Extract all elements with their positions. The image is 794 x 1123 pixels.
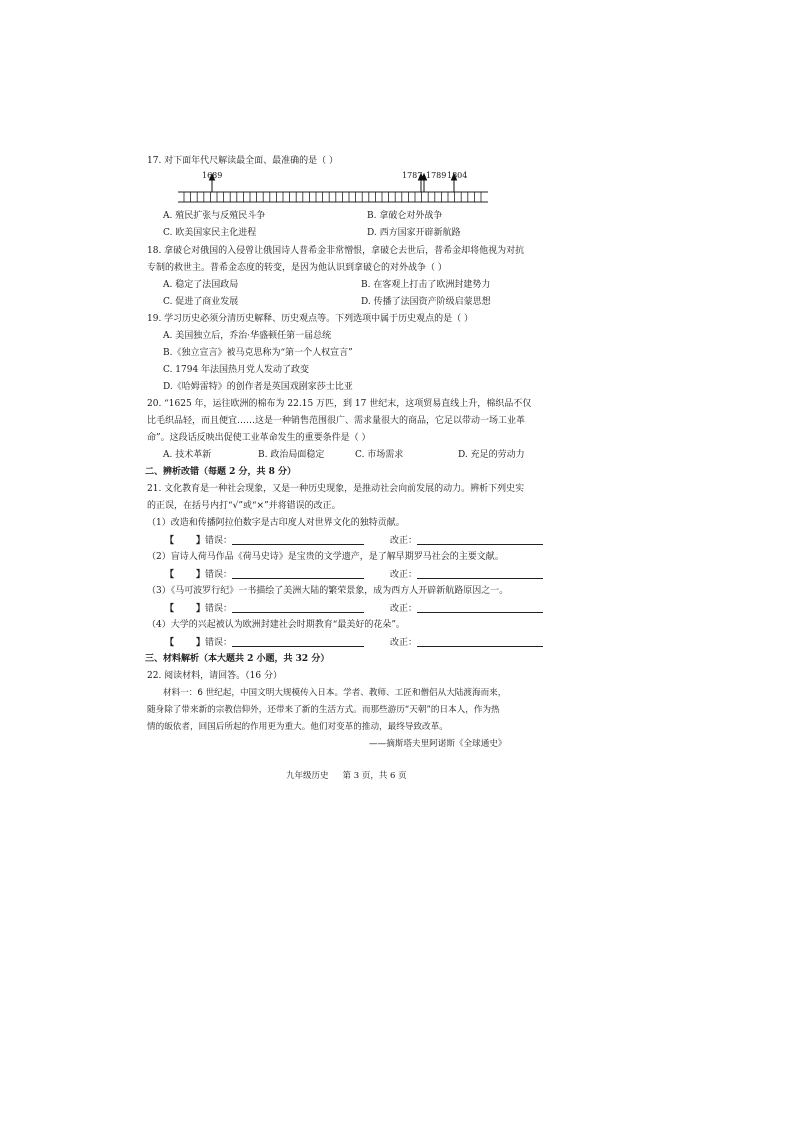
q21-stem-1: 21. 文化教育是一种社会现象，又是一种历史现象，是推动社会向前发展的动力。辨析下列史实 <box>147 484 525 494</box>
fix-label: 改正： <box>390 638 418 648</box>
fix-blank-3[interactable] <box>417 602 543 613</box>
q19-stem: 19. 学习历史必须分清历史解释、历史观点等。下列选项中属于历史观点的是（ ） <box>147 314 474 324</box>
timeline-label-1689: 1689 <box>202 171 223 180</box>
bracket-open: 【 <box>165 536 175 546</box>
fix-label: 改正： <box>390 604 418 614</box>
bracket-close: 】 <box>196 604 206 614</box>
q20-stem-3: 命”。这段话反映出促使工业革命发生的重要条件是（ ） <box>147 433 371 443</box>
q18-option-d: D. 传播了法国资产阶级启蒙思想 <box>361 297 491 307</box>
q21-item-4: （4）大学的兴起被认为欧洲封建社会时期教育“最美好的花朵”。 <box>147 620 405 630</box>
error-blank-3[interactable] <box>232 602 364 613</box>
q19-option-b: B.《独立宣言》被马克思称为“第一个人权宣言” <box>163 348 353 358</box>
material-1-source: ——摘斯塔夫里阿诺斯《全球通史》 <box>369 739 507 749</box>
bracket-close: 】 <box>196 570 206 580</box>
q21-answer-row-4 <box>165 636 543 649</box>
bracket-open: 【 <box>165 570 175 580</box>
bracket-open: 【 <box>165 638 175 648</box>
q19-option-a: A. 美国独立后，乔治·华盛顿任第一届总统 <box>163 331 332 341</box>
q21-stem-2: 的正误，在括号内打“√”或“×”并将错误的改正。 <box>147 501 341 511</box>
bracket-close: 】 <box>196 638 206 648</box>
material-1-line-3: 情的皈依者，回国后所起的作用更为重大。他们对变革的推动，最终导致改革。 <box>147 722 448 732</box>
bracket-open: 【 <box>165 604 175 614</box>
q21-item-2: （2）盲诗人荷马作品《荷马史诗》是宝贵的文学遗产，是了解早期罗马社会的主要文献。 <box>147 552 504 562</box>
error-blank-1[interactable] <box>232 534 364 545</box>
q21-answer-row-1 <box>165 534 543 547</box>
timeline-label-1787: 1787 <box>402 171 423 180</box>
error-label: 错误： <box>205 604 233 614</box>
error-blank-2[interactable] <box>232 568 364 579</box>
q22-stem: 22. 阅读材料，请回答。（16 分） <box>147 671 282 681</box>
q18-option-a: A. 稳定了法国政局 <box>163 280 239 290</box>
fix-blank-2[interactable] <box>417 568 543 579</box>
q17-option-b: B. 拿破仑对外战争 <box>367 211 443 221</box>
q20-option-a: A. 技术革新 <box>163 450 212 460</box>
q17-option-c: C. 欧美国家民主化进程 <box>163 228 257 238</box>
error-label: 错误： <box>205 638 233 648</box>
q19-option-c: C. 1794 年法国热月党人发动了政变 <box>163 365 310 375</box>
material-1-line-1: 材料一：6 世纪起，中国文明大规模传入日本。学者、教师、工匠和僧侣从大陆渡海而来， <box>163 688 507 698</box>
fix-label: 改正： <box>390 570 418 580</box>
section-3-heading: 三、材料解析（本大题共 2 小题，共 32 分） <box>145 654 330 664</box>
q19-option-d: D.《哈姆雷特》的创作者是英国戏剧家莎士比亚 <box>163 382 353 392</box>
q17-stem: 17. 对下面年代尺解读最全面、最准确的是（ ） <box>147 156 339 166</box>
q20-option-b: B. 政治局面稳定 <box>258 450 325 460</box>
timeline-ruler <box>178 170 490 209</box>
fix-blank-1[interactable] <box>417 534 543 545</box>
q17-option-d: D. 西方国家开辟新航路 <box>367 228 461 238</box>
q18-stem-1: 18. 拿破仑对俄国的入侵曾让俄国诗人普希金非常憎恨，拿破仑去世后，普希金却将他视为对抗 <box>147 246 525 256</box>
q17-option-a: A. 殖民扩张与反殖民斗争 <box>163 211 266 221</box>
material-1-line-2: 随身除了带来新的宗教信仰外，还带来了新的生活方式。而那些游历“天朝”的日本人，作为热 <box>147 705 500 715</box>
timeline-label-1789: 1789 <box>426 171 447 180</box>
page-footer <box>286 769 407 781</box>
fix-label: 改正： <box>390 536 418 546</box>
q21-answer-row-3 <box>165 602 543 615</box>
q20-stem-1: 20. “1625 年，运往欧洲的棉布为 22.15 万匹，到 17 世纪末，这项贸易直线上升，棉织品不仅 <box>147 399 532 409</box>
timeline-label-1804: 1804 <box>447 171 468 180</box>
footer-subject: 九年级历史 <box>286 771 329 781</box>
q18-option-b: B. 在客观上打击了欧洲封建势力 <box>361 280 491 290</box>
q21-answer-row-2 <box>165 568 543 581</box>
q20-option-c: C. 市场需求 <box>355 450 404 460</box>
error-label: 错误： <box>205 536 233 546</box>
error-label: 错误： <box>205 570 233 580</box>
bracket-close: 】 <box>196 536 206 546</box>
fix-blank-4[interactable] <box>417 636 543 647</box>
section-2-heading: 二、辨析改错（每题 2 分，共 8 分） <box>145 467 297 477</box>
q20-option-d: D. 充足的劳动力 <box>458 450 525 460</box>
footer-page-number: 第 3 页，共 6 页 <box>342 771 407 781</box>
q18-option-c: C. 促进了商业发展 <box>163 297 239 307</box>
q20-stem-2: 比毛织品轻，而且便宜……这是一种销售范围很广、需求量很大的商品，它足以带动一场工业革 <box>147 416 526 426</box>
error-blank-4[interactable] <box>232 636 364 647</box>
q21-item-3: （3）《马可波罗行纪》一书描绘了美洲大陆的繁荣景象，成为西方人开辟新航路原因之一。 <box>147 586 509 596</box>
q21-item-1: （1）改造和传播阿拉伯数字是古印度人对世界文化的独特贡献。 <box>147 518 405 528</box>
q18-stem-2: 专制的救世主。普希金态度的转变，是因为他认识到拿破仑的对外战争（ ） <box>147 263 447 273</box>
